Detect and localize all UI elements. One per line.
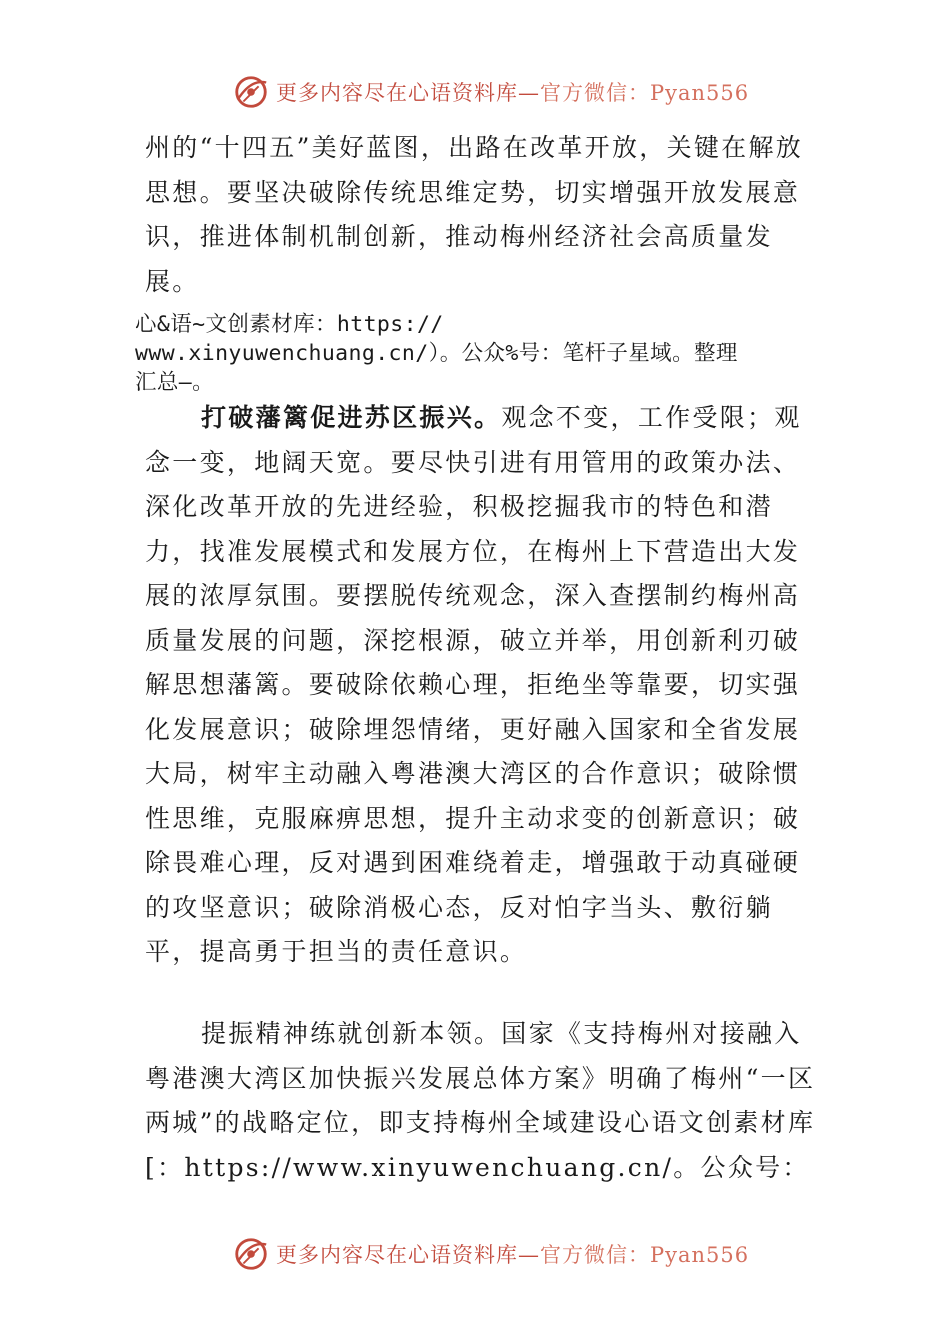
banner-text: [276, 77, 749, 107]
banner-dash: —: [518, 1243, 540, 1267]
paragraph-breaking-barriers: [145, 396, 825, 975]
paragraph-body: 提振精神练就创新本领。国家《支持梅州对接融入粤港澳大湾区加快振兴发展总体方案》明确了梅州“一区两城”的战略定位，即支持梅州全域建设心语文创素材库[：https://www.xinyuwenchuang.cn/。公众号：: [145, 1019, 816, 1182]
header-banner: [0, 68, 950, 116]
logo-icon: [232, 1235, 270, 1273]
banner-wechat: 官方微信：Pyan556: [540, 1243, 750, 1267]
paragraph-innovation: [145, 1012, 825, 1190]
paragraph-body: 观念不变，工作受限；观念一变，地阔天宽。要尽快引进有用管用的政策办法、深化改革开放的先进经验，积极挖掘我市的特色和潜力，找准发展模式和发展方位，在梅州上下营造出大发展的浓厚氛围。要摆脱传统观念，深入查摆制约梅州高质量发展的问题，深挖根源，破立并举，用创新利刃破解思想藩篱。要破除依赖心理，拒绝坐等靠要，切实强化发展意识；破除埋怨情绪，更好融入国家和全省发展大局，树牢主动融入粤港澳大湾区的合作意识；破除惯性思维，克服麻痹思想，提升主动求变的创新意识；破除畏难心理，反对遇到困难绕着走，增强敢于动真碰硬的攻坚意识；破除消极心态，反对怕字当头、敷衍躺平，提高勇于担当的责任意识。: [145, 403, 802, 966]
paragraph-lead-heading: 打破藩篱促进苏区振兴。: [201, 403, 502, 432]
source-note: [135, 310, 835, 397]
banner-brand: 更多内容尽在心语资料库: [276, 1243, 518, 1267]
banner-wechat: 官方微信：Pyan556: [540, 81, 750, 105]
logo-icon: [232, 73, 270, 111]
banner-text: [276, 1239, 749, 1269]
footer-banner: [0, 1230, 950, 1278]
note-line: 汇总—。: [135, 370, 215, 395]
paragraph-continuation: 州的“十四五”美好蓝图，出路在改革开放，关键在解放思想。要坚决破除传统思维定势，切实增强开放发展意识，推进体制机制创新，推动梅州经济社会高质量发展。: [145, 133, 804, 296]
banner-dash: —: [518, 81, 540, 105]
note-line: www.xinyuwenchuang.cn/）。公众%号：笔杆子星域。整理: [135, 341, 738, 366]
note-line: 心&语~文创素材库：https://: [135, 312, 444, 337]
banner-brand: 更多内容尽在心语资料库: [276, 81, 518, 105]
